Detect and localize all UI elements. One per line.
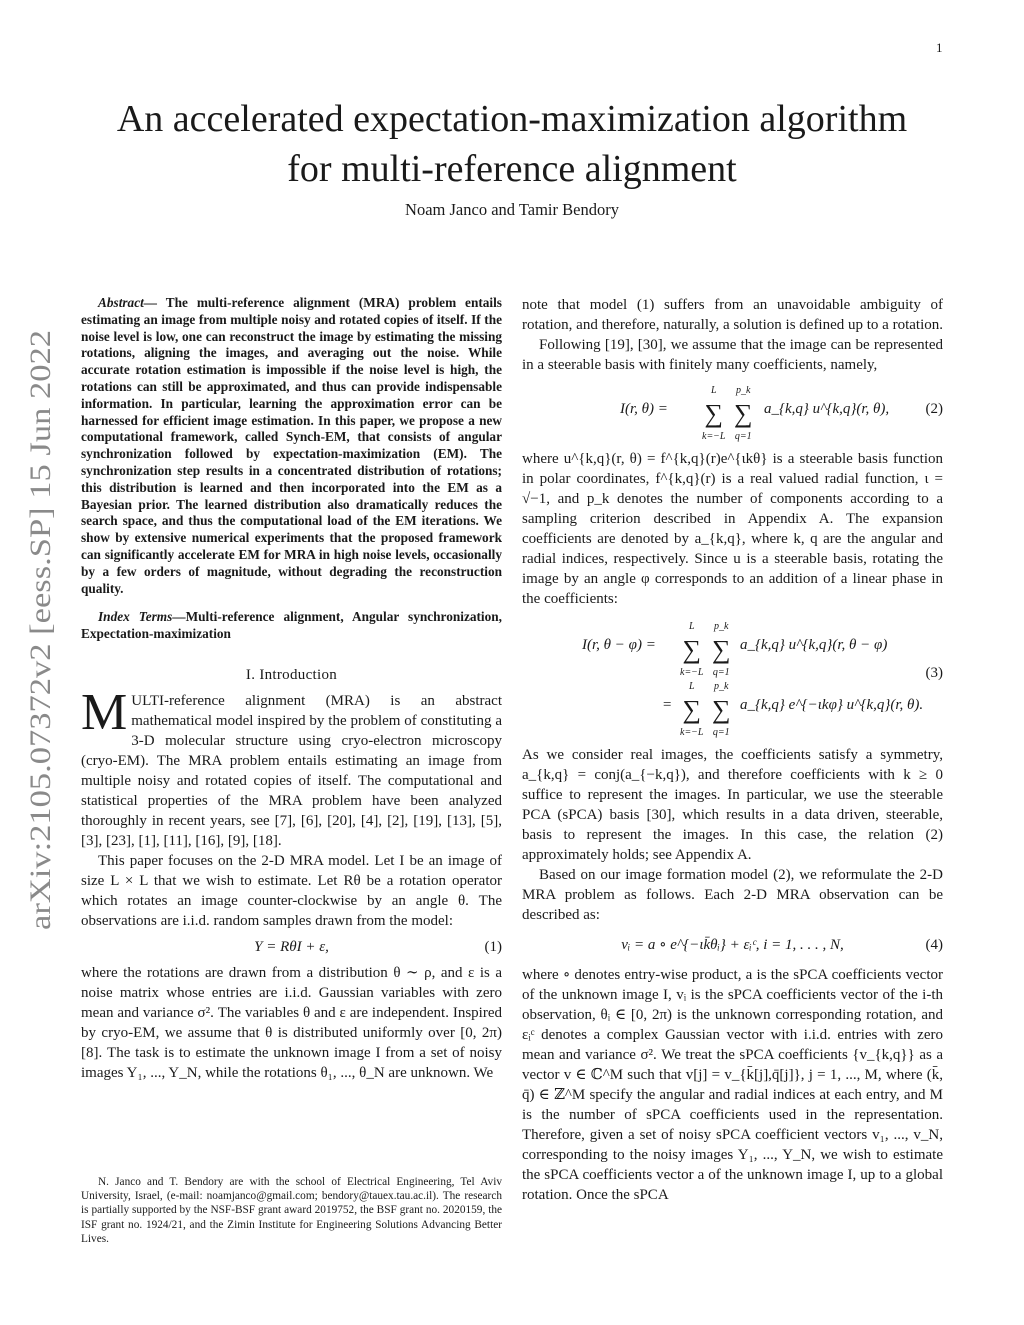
- right-paragraph-3: where u^{k,q}(r, θ) = f^{k,q}(r)e^{ιkθ} is a steerable basis function in polar coordinates, f^{k,q}(r) is a real valued radial function, ι = √−1, and p_k denotes the number of components according to a sampling criterion described in Appendix A. The expansion coefficients are denoted by a_{k,q}, where k, q are the angular and radial indices, respectively. Since u is a steerable basis, rotating the image by an angle φ corresponds to an addition of a linear phase in the coefficients:: [522, 451, 943, 607]
- abstract-label: Abstract—: [98, 295, 158, 310]
- section-heading-introduction: I. Introduction: [245, 666, 338, 683]
- title-line-1: An accelerated expectation-maximization algorithm: [116, 98, 908, 140]
- footnote: N. Janco and T. Bendory are with the school of Electrical Engineering, Tel Aviv University, Israel, (e-mail: noamjanco@gmail.com; bendory@tauex.tau.ac.il). The research is partially supported by the NSF-BSF grant award 2019752, the BSF grant no. 2020159, the ISF grant no. 1924/21, and the Zimin Institute for Engineering Solutions Advancing Better Lives.: [81, 1176, 502, 1245]
- equation-4-body: vᵢ = a ∘ e^{−ιk̄θᵢ} + εᵢᶜ, i = 1, . . . , N,: [621, 937, 844, 953]
- abstract: [81, 295, 502, 597]
- eq2-sum-q-sigma: ∑: [734, 399, 753, 428]
- eq3-l1-sum-k-upper: L: [688, 621, 695, 632]
- index-terms-label: Index Terms: [98, 609, 173, 625]
- intro-paragraph-2: This paper focuses on the 2-D MRA model. Let I be an image of size L × L that we wish to estimate. Let Rθ be a rotation operator which rotates an image counter-clockwise by an angle θ. The observations are i.i.d. random samples drawn from the model:: [81, 852, 502, 929]
- eq3-line2-lhs: =: [662, 697, 673, 713]
- left-column: [81, 295, 502, 1083]
- eq2-sum-k-upper: L: [710, 385, 717, 396]
- eq3-l2-sum-q-lower: q=1: [712, 727, 730, 738]
- title-line-2: for multi-reference alignment: [287, 148, 737, 190]
- eq3-l1-sum-q-upper: p_k: [714, 621, 729, 632]
- right-paragraph-4: As we consider real images, the coefficients satisfy a symmetry, a_{k,q} = conj(a_{−k,q}), and therefore coefficients with k ≥ 0 suffice to represent the images. In particular, we use the steerable PCA (sPCA) basis [30], which results in a data driven, steerable, basis to represent the images. In this case, the relation (2) approximately holds; see Appendix A.: [522, 747, 943, 863]
- equation-2: [522, 381, 943, 443]
- right-paragraph-1: note that model (1) suffers from an unavoidable ambiguity of rotation, and therefore, naturally, a solution is defined up to a rotation.: [522, 297, 943, 333]
- eq3-l2-sum-q-upper: p_k: [714, 681, 729, 692]
- arxiv-id: arXiv:2105.07372v2 [eess.SP] 15 Jun 2022: [24, 408, 57, 930]
- eq3-line2-rhs: a_{k,q} e^{−ιkφ} u^{k,q}(r, θ).: [740, 697, 924, 713]
- eq3-line2-sum-q: [712, 677, 731, 743]
- eq2-rhs: a_{k,q} u^{k,q}(r, θ),: [764, 401, 890, 417]
- equation-3: [522, 617, 943, 737]
- abstract-text: The multi-reference alignment (MRA) problem entails estimating an image from multiple noisy and rotated copies of itself. If the noise level is low, one can reconstruct the image by estimating the missing rotations, aligning the images, and averaging out the noise. While accurate rotation estimation is impossible if the noise level is high, the rotations can still be approximated, and thus can provide indispensable information. In particular, learning the approximation error can be harnessed for efficient image estimation. In this paper, we propose a new computational framework, called Synch-EM, that consists of angular synchronization followed by expectation-maximization (EM). The synchronization step results in a concentrated distribution of rotations; this distribution is learned and then incorporated into the EM as a Bayesian prior. The learned distribution also dramatically reduces the search space, and thus the computational load of the EM iterations. We show by extensive numerical experiments that the proposed framework can significantly accelerate EM for MRA in high noise levels, occasionally by a few orders of magnitude, without degrading the reconstruction quality.: [81, 295, 502, 596]
- right-paragraph-2: Following [19], [30], we assume that the image can be represented in a steerable basis with finitely many coefficients, namely,: [522, 337, 943, 373]
- eq3-line1-sum-k: [680, 617, 704, 683]
- eq3-l1-sum-q-sigma: ∑: [712, 635, 731, 664]
- eq2-sum-k-sigma: ∑: [704, 399, 724, 428]
- index-terms: [81, 609, 502, 643]
- eq2-sum-q-upper: p_k: [736, 385, 751, 396]
- paper-title: [0, 94, 1024, 194]
- eq3-line2-sum-k: [680, 677, 704, 743]
- eq3-line1-rhs: a_{k,q} u^{k,q}(r, θ − φ): [740, 637, 888, 653]
- intro-paragraph-1: [81, 683, 502, 851]
- index-terms-text: —Multi-reference alignment, Angular synchronization, Expectation-maximization: [81, 609, 502, 642]
- equation-1-body: Y = RθI + ε,: [254, 938, 329, 955]
- right-paragraph-6: where ∘ denotes entry-wise product, a is the sPCA coefficients vector of the unknown image I, vᵢ is the sPCA coefficients vector of the i-th observation, θᵢ ∈ [0, 2π) is the unknown corresponding rotation, and εᵢᶜ denotes a complex Gaussian vector with i.i.d. entries with zero mean and variance σ². We treat the sPCA coefficients {v_{k,q}} as a vector v ∈ ℂ^M such that v[j] = v_{k̄[j],q̄[j]}, j = 1, ..., M, where (k̄, q̄) ∈ ℤ^M specify the angular and radial indices at each entry, and M is the number of sPCA coefficients used in the representation. Therefore, given a set of noisy sPCA coefficient vectors v₁, ..., v_N, corresponding to the noisy images Y₁, ..., Y_N, we wish to estimate the sPCA coefficients vector a of the unknown image I, up to a global rotation. Once the sPCA: [522, 967, 943, 1203]
- eq3-l2-sum-k-upper: L: [688, 681, 695, 692]
- intro-paragraph-3: where the rotations are drawn from a distribution θ ∼ ρ, and ε is a noise matrix whose entries are i.i.d. Gaussian variables with zero mean and variance σ². The variables θ and ε are independent. Inspired by cryo-EM, we assume that θ is distributed uniformly over [0, 2π) [8]. The task is to estimate the unknown image I from a set of noisy images Y₁, ..., Y_N, while the rotations θ₁, ..., θ_N are unknown. We: [81, 964, 502, 1081]
- eq2-sum-q-lower: q=1: [734, 431, 752, 442]
- equation-4: [522, 935, 943, 955]
- eq2-sum-k: [702, 381, 726, 447]
- drop-cap: M: [81, 683, 128, 741]
- eq3-l2-sum-k-lower: k=−L: [680, 727, 704, 738]
- equation-2-number: (2): [925, 401, 943, 417]
- intro-p1-text: ULTI-reference alignment (MRA) is an abstract mathematical model inspired by the problem of constituting a 3-D molecular structure using cryo-electron microscopy (cryo-EM). The MRA problem entails estimating an image from multiple noisy and rotated copies of itself. The computational and statistical properties of the MRA problem have been analyzed thoroughly in recent years, see [7], [6], [20], [4], [2], [19], [13], [5], [3], [23], [1], [11], [16], [9], [18].: [81, 692, 502, 849]
- eq2-sum-k-lower: k=−L: [702, 431, 726, 442]
- page-number: 1: [936, 40, 943, 55]
- eq3-l2-sum-q-sigma: ∑: [712, 695, 731, 724]
- equation-3-number: (3): [925, 665, 943, 681]
- right-paragraph-5: Based on our image formation model (2), we reformulate the 2-D MRA problem as follows. Each 2-D MRA observation can be described as:: [522, 867, 943, 923]
- eq3-l1-sum-k-lower: k=−L: [680, 667, 704, 678]
- footnote-block: [81, 1175, 502, 1246]
- eq3-line1-sum-q: [712, 617, 731, 683]
- eq3-l1-sum-k-sigma: ∑: [682, 635, 702, 664]
- authors: Noam Janco and Tamir Bendory: [405, 200, 619, 219]
- equation-4-number: (4): [925, 937, 943, 953]
- eq3-line1-lhs: I(r, θ − φ) =: [582, 637, 656, 653]
- equation-1: [81, 937, 502, 957]
- right-column: [522, 295, 943, 1205]
- eq3-l2-sum-k-sigma: ∑: [682, 695, 702, 724]
- arxiv-stamp: [14, 318, 64, 930]
- equation-1-number: (1): [484, 938, 502, 955]
- eq2-lhs: I(r, θ) =: [620, 401, 668, 417]
- eq3-l1-sum-q-lower: q=1: [712, 667, 730, 678]
- eq2-sum-q: [734, 381, 753, 447]
